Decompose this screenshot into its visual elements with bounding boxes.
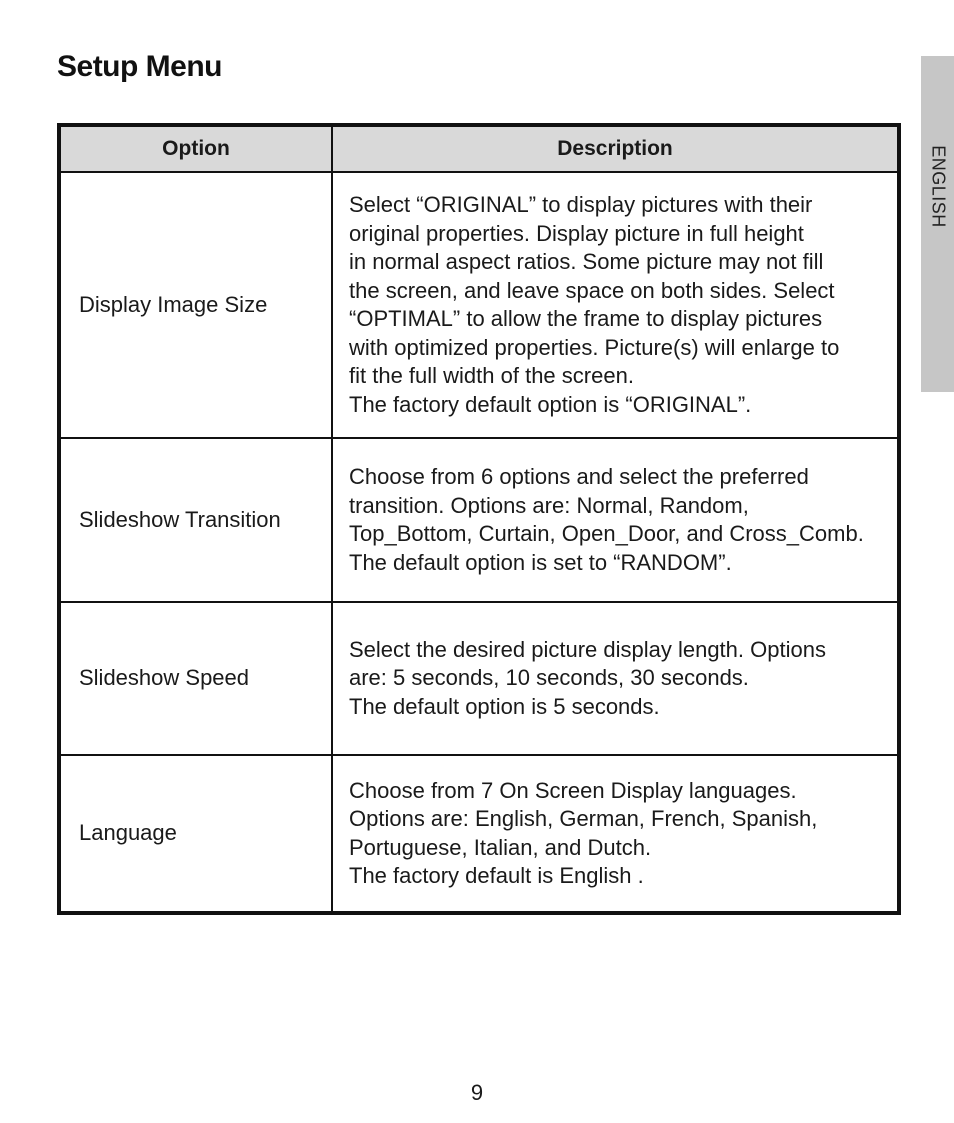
description-line: “OPTIMAL” to allow the frame to display pictures bbox=[349, 306, 823, 331]
description-line: The factory default option is “ORIGINAL”. bbox=[349, 391, 752, 417]
description-line: original properties. Display picture in full height bbox=[349, 220, 804, 246]
table-row bbox=[59, 602, 899, 755]
description-cell bbox=[332, 602, 899, 755]
table-row bbox=[59, 755, 899, 913]
description-line: Select the desired picture display length. Options bbox=[349, 636, 826, 662]
description-line: The default option is set to “RANDOM”. bbox=[349, 549, 732, 575]
table-row bbox=[59, 438, 899, 602]
option-cell: Display Image Size bbox=[59, 172, 332, 438]
description-line: Choose from 6 options and select the preferred bbox=[349, 464, 809, 489]
description-line: Portuguese, Italian, and Dutch. bbox=[349, 834, 652, 860]
description-line: in normal aspect ratios. Some picture may not fill bbox=[349, 249, 824, 274]
page-title: Setup Menu bbox=[57, 50, 222, 83]
description-line: fit the full width of the screen. bbox=[349, 363, 634, 388]
table-header-row bbox=[59, 125, 899, 172]
description-line: are: 5 seconds, 10 seconds, 30 seconds. bbox=[349, 665, 749, 691]
description-line: Choose from 7 On Screen Display languages. bbox=[349, 777, 797, 803]
description-line: The default option is 5 seconds. bbox=[349, 693, 660, 719]
option-cell: Language bbox=[59, 755, 332, 913]
language-side-tab bbox=[921, 56, 954, 392]
option-cell: Slideshow Speed bbox=[59, 602, 332, 755]
side-tab-label: ENGLISH bbox=[928, 145, 948, 228]
column-header-option: Option bbox=[59, 125, 332, 172]
description-cell bbox=[332, 438, 899, 602]
description-line: with optimized properties. Picture(s) will enlarge to bbox=[349, 334, 840, 360]
description-cell bbox=[332, 172, 899, 438]
setup-menu-table bbox=[57, 123, 901, 915]
table-row bbox=[59, 172, 899, 438]
description-line: Select “ORIGINAL” to display pictures with their bbox=[349, 192, 813, 217]
column-header-description: Description bbox=[332, 125, 899, 172]
description-line: the screen, and leave space on both sides. Select bbox=[349, 277, 835, 303]
description-cell bbox=[332, 755, 899, 913]
description-line: Top_Bottom, Curtain, Open_Door, and Cross_Comb. bbox=[349, 521, 864, 546]
option-cell: Slideshow Transition bbox=[59, 438, 332, 602]
page-number: 9 bbox=[470, 1080, 484, 1105]
description-line: transition. Options are: Normal, Random, bbox=[349, 492, 749, 518]
description-line: Options are: English, German, French, Spanish, bbox=[349, 806, 818, 831]
description-line: The factory default is English . bbox=[349, 863, 644, 888]
